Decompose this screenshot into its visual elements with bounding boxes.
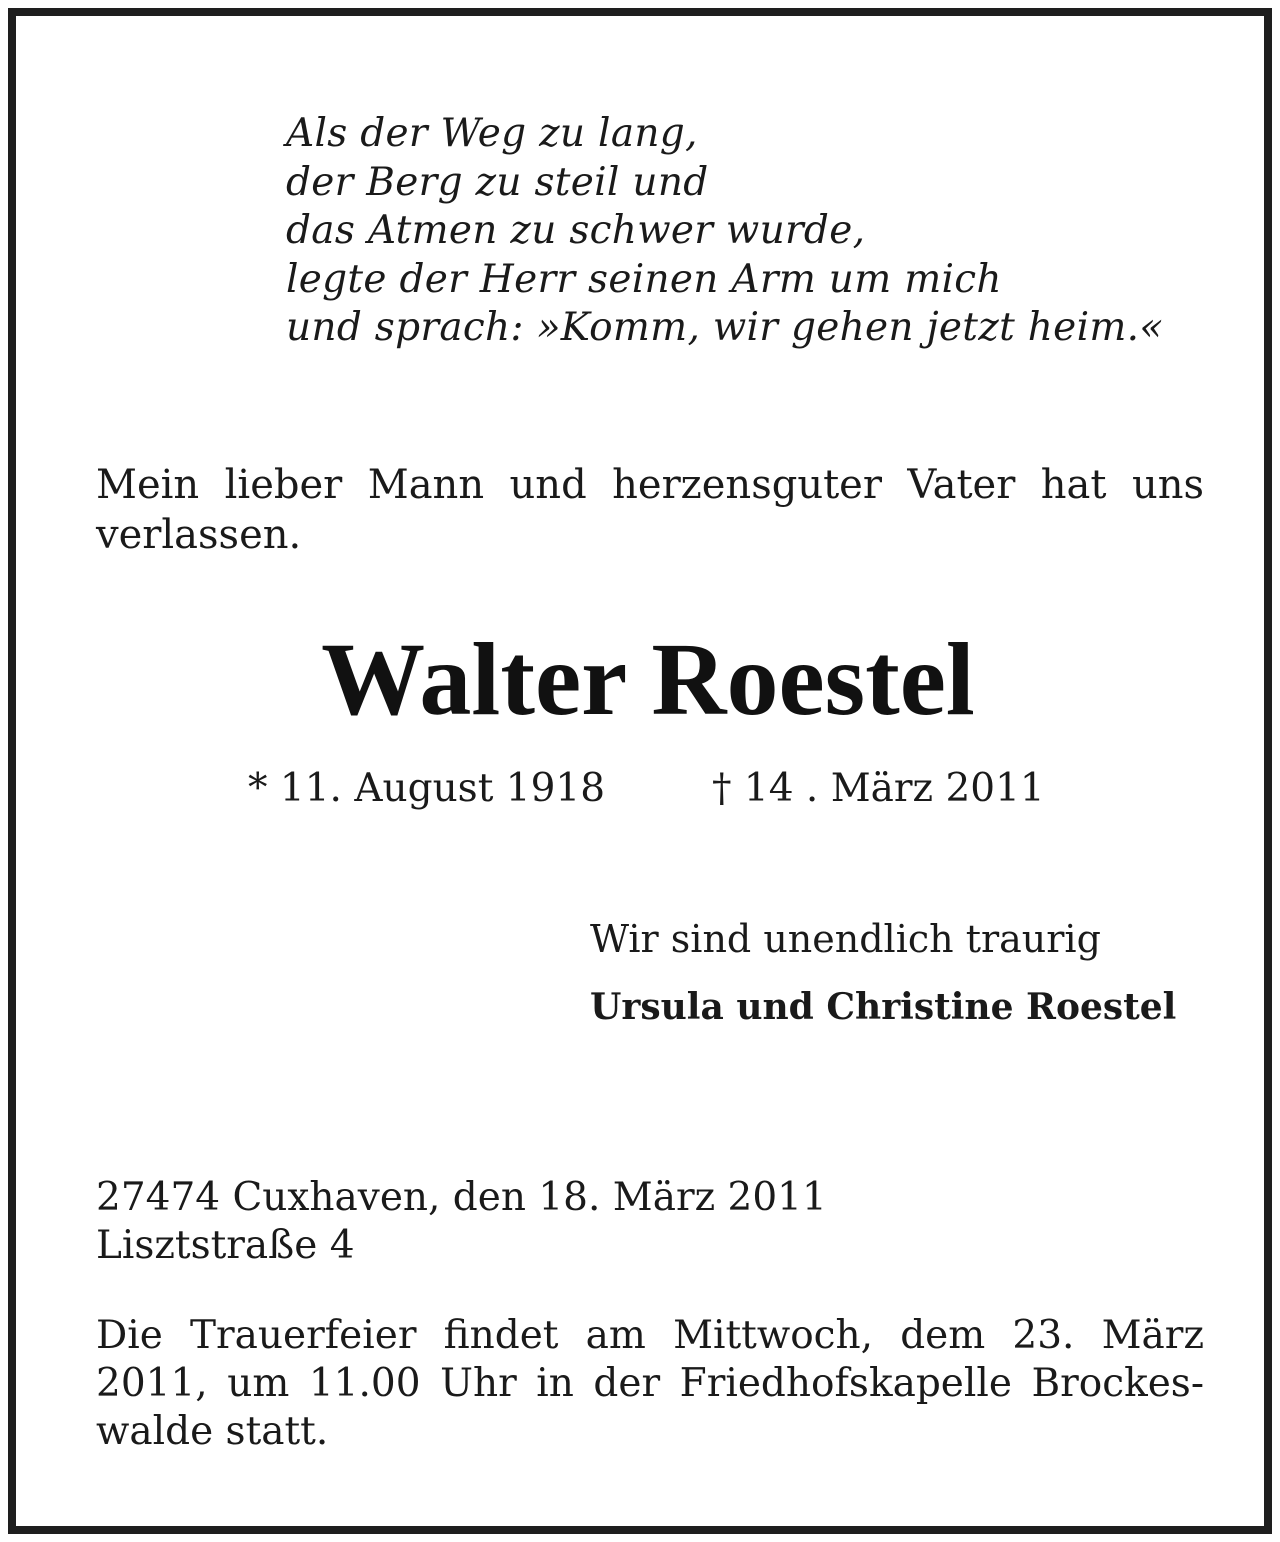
death-date: † 14 . März 2011 (712, 766, 1045, 811)
intro-text (96, 460, 1204, 560)
poem (286, 110, 1163, 353)
poem-line: Als der Weg zu lang, (286, 111, 698, 156)
mourning-statement: Wir sind unendlich traurig (590, 917, 1101, 961)
intro-line: Mein lieber Mann und herzensguter Vater hat uns (96, 462, 1204, 508)
obituary-notice (8, 8, 1272, 1534)
poem-line: legte der Herr seinen Arm um mich (286, 256, 1002, 302)
ceremony-info (96, 1312, 1204, 1456)
deceased-name: Walter Roestel (321, 622, 975, 737)
ceremony-line: walde statt. (96, 1409, 329, 1454)
ceremony-line: 2011, um 11.00 Uhr in der Friedhofskapelle Brockes- (96, 1361, 1204, 1406)
ceremony-line: Die Trauerfeier findet am Mittwoch, dem 23. März (96, 1313, 1204, 1358)
place-and-date: 27474 Cuxhaven, den 18. März 2011 (96, 1175, 827, 1220)
intro-line: verlassen. (96, 512, 302, 558)
address-block (96, 1174, 827, 1270)
birth-date: * 11. August 1918 (248, 766, 606, 811)
poem-line: der Berg zu steil und (286, 159, 709, 205)
poem-line: und sprach: »Komm, wir gehen jetzt heim.« (286, 305, 1164, 350)
mourner-names: Ursula und Christine Roestel (590, 986, 1177, 1028)
poem-line: das Atmen zu schwer wurde, (286, 208, 866, 253)
street-address: Lisztstraße 4 (96, 1223, 355, 1268)
